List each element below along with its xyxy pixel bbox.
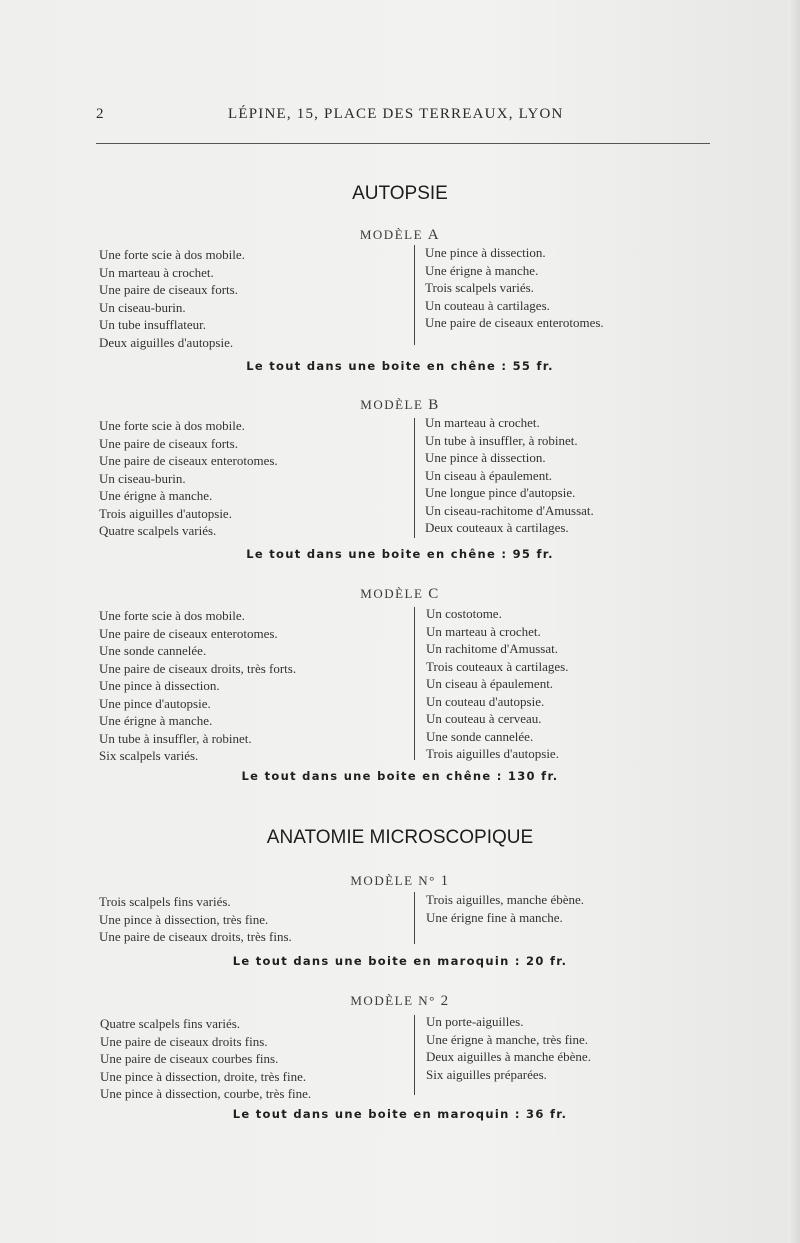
list-item: Un ciseau-burin. xyxy=(99,299,186,315)
model-a-total: Le tout dans une boite en chêne : 55 fr. xyxy=(246,359,554,373)
model-label-prefix: MODÈLE xyxy=(359,227,424,242)
list-item: Une paire de ciseaux droits, très fins. xyxy=(99,929,292,944)
list-item: Un tube insufflateur. xyxy=(99,317,206,332)
list-item: Un couteau à cartilages. xyxy=(425,297,550,313)
list-item: Deux couteaux à cartilages. xyxy=(425,520,569,535)
list-item: Trois scalpels fins variés. xyxy=(99,894,231,909)
list-item: Une pince à dissection. xyxy=(425,450,546,465)
list-item: Deux aiguilles à manche ébène. xyxy=(426,1049,591,1064)
model-1-left-list xyxy=(99,893,292,946)
list-item: Trois aiguilles d'autopsie. xyxy=(426,746,559,761)
list-item: Un porte-aiguilles. xyxy=(426,1014,524,1029)
model-label-letter: C xyxy=(428,586,440,602)
list-item: Un ciseau-rachitome d'Amussat. xyxy=(425,502,594,518)
list-item: Un tube à insuffler, à robinet. xyxy=(99,730,252,746)
model-2-right-list xyxy=(426,1013,591,1083)
list-item: Une forte scie à dos mobile. xyxy=(99,247,245,262)
model-b-total: Le tout dans une boite en chêne : 95 fr. xyxy=(246,547,554,561)
column-divider xyxy=(414,245,415,345)
model-label-prefix: MODÈLE N° xyxy=(350,873,436,888)
section-title-microscopique: ANATOMIE MICROSCOPIQUE xyxy=(266,827,534,848)
model-label-number: 1 xyxy=(440,873,450,889)
model-label-prefix: MODÈLE N° xyxy=(350,993,436,1008)
list-item: Trois aiguilles d'autopsie. xyxy=(99,505,232,521)
model-label-number: 2 xyxy=(440,993,450,1009)
model-b-left-list xyxy=(99,417,278,540)
list-item: Un marteau à crochet. xyxy=(425,415,540,430)
list-item: Un rachitome d'Amussat. xyxy=(426,641,558,656)
model-2-label xyxy=(0,993,800,1010)
list-item: Une paire de ciseaux enterotomes. xyxy=(99,625,278,641)
list-item: Une longue pince d'autopsie. xyxy=(425,485,576,500)
column-divider xyxy=(414,892,415,944)
list-item: Une paire de ciseaux enterotomes. xyxy=(99,453,278,468)
list-item: Une paire de ciseaux forts. xyxy=(99,282,238,297)
list-item: Une paire de ciseaux droits, très forts. xyxy=(99,660,297,676)
model-a-left-list xyxy=(99,246,245,351)
model-b-label xyxy=(0,397,800,414)
list-item: Six aiguilles préparées. xyxy=(426,1066,547,1082)
list-item: Une sonde cannelée. xyxy=(99,643,207,658)
model-c-left-list xyxy=(99,607,296,765)
list-item: Un marteau à crochet. xyxy=(99,264,214,280)
model-label-letter: B xyxy=(428,397,440,413)
list-item: Quatre scalpels fins variés. xyxy=(100,1016,241,1031)
list-item: Une érigne fine à manche. xyxy=(426,909,563,925)
list-item: Une pince à dissection, courbe, très fine. xyxy=(100,1086,312,1101)
list-item: Une pince à dissection. xyxy=(425,245,546,260)
model-1-total: Le tout dans une boite en maroquin : 20 fr. xyxy=(232,954,568,968)
list-item: Une paire de ciseaux enterotomes. xyxy=(425,315,604,330)
column-divider xyxy=(414,1015,415,1095)
list-item: Une paire de ciseaux courbes fins. xyxy=(100,1051,279,1066)
page-number: 2 xyxy=(96,106,105,122)
model-c-label xyxy=(0,586,800,603)
list-item: Un tube à insuffler, à robinet. xyxy=(425,432,578,448)
list-item: Une paire de ciseaux forts. xyxy=(99,435,238,451)
list-item: Quatre scalpels variés. xyxy=(99,523,217,538)
model-2-total: Le tout dans une boite en maroquin : 36 fr. xyxy=(232,1107,568,1121)
list-item: Une pince d'autopsie. xyxy=(99,695,211,711)
model-a-right-list xyxy=(425,244,604,332)
list-item: Six scalpels variés. xyxy=(99,748,199,763)
model-c-right-list xyxy=(426,605,568,763)
list-item: Une érigne à manche. xyxy=(425,262,539,278)
list-item: Un costotome. xyxy=(426,606,502,621)
list-item: Une sonde cannelée. xyxy=(426,728,534,744)
model-c-total: Le tout dans une boite en chêne : 130 fr. xyxy=(241,769,559,783)
list-item: Un ciseau à épaulement. xyxy=(425,467,553,483)
section-title-autopsie: AUTOPSIE xyxy=(352,183,448,204)
list-item: Une pince à dissection, très fine. xyxy=(99,911,269,927)
model-1-right-list xyxy=(426,891,584,926)
list-item: Une forte scie à dos mobile. xyxy=(99,418,245,433)
model-b-right-list xyxy=(425,414,594,537)
list-item: Trois scalpels variés. xyxy=(425,280,534,295)
list-item: Une érigne à manche, très fine. xyxy=(426,1031,589,1047)
model-label-letter: A xyxy=(427,227,441,243)
model-1-label xyxy=(0,873,800,890)
list-item: Un ciseau à épaulement. xyxy=(426,676,554,691)
model-label-prefix: MODÈLE xyxy=(360,397,424,412)
list-item: Une pince à dissection. xyxy=(99,678,220,693)
list-item: Trois aiguilles, manche ébène. xyxy=(426,892,585,907)
list-item: Deux aiguilles d'autopsie. xyxy=(99,334,234,350)
column-divider xyxy=(414,418,415,538)
list-item: Un ciseau-burin. xyxy=(99,470,186,486)
list-item: Un marteau à crochet. xyxy=(426,623,541,639)
list-item: Une pince à dissection, droite, très fine. xyxy=(100,1068,307,1084)
list-item: Trois couteaux à cartilages. xyxy=(426,658,569,674)
model-a-label xyxy=(0,227,800,244)
list-item: Un couteau d'autopsie. xyxy=(426,693,545,709)
list-item: Une paire de ciseaux droits fins. xyxy=(100,1033,268,1049)
list-item: Une érigne à manche. xyxy=(99,713,213,728)
model-2-left-list xyxy=(100,1015,311,1103)
list-item: Une forte scie à dos mobile. xyxy=(99,608,245,623)
model-label-prefix: MODÈLE xyxy=(360,586,424,601)
list-item: Une érigne à manche. xyxy=(99,488,213,503)
running-title: LÉPINE, 15, PLACE DES TERREAUX, LYON xyxy=(228,106,564,122)
page-header xyxy=(96,106,710,126)
header-rule xyxy=(96,143,710,144)
column-divider xyxy=(414,607,415,760)
list-item: Un couteau à cerveau. xyxy=(426,711,542,726)
